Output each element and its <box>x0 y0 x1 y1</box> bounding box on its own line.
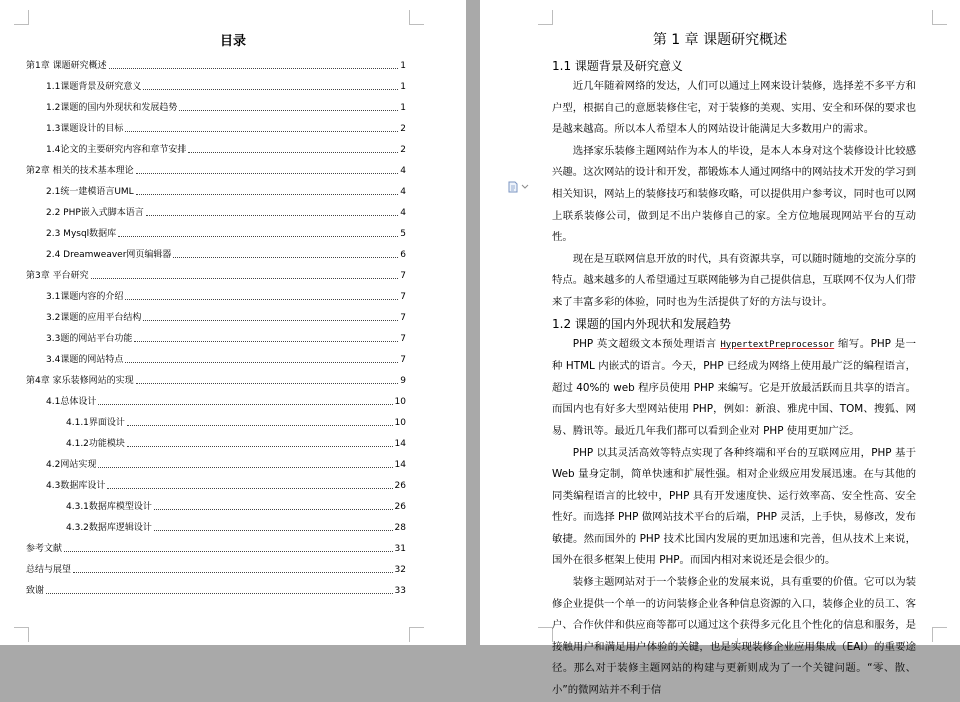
toc-leader-dots <box>125 299 398 300</box>
toc-entry[interactable] <box>26 432 406 453</box>
toc-entry[interactable] <box>26 243 406 264</box>
toc-entry[interactable] <box>26 558 406 579</box>
toc-entry-page: 7 <box>400 313 406 323</box>
toc-leader-dots <box>98 404 392 405</box>
toc-entry[interactable] <box>26 537 406 558</box>
toc-entry-label: 4.3数据库设计 <box>46 481 106 491</box>
toc-entry-page: 32 <box>394 565 406 575</box>
toc-entry-page: 10 <box>394 397 406 407</box>
toc-leader-dots <box>107 488 392 489</box>
paragraph: PHP 以其灵活高效等特点实现了各种终端和平台的互联网应用，PHP 基于 Web 量身定制，简单快速和扩展性强。相对企业级应用发展迅速。在与其他的同类编程语言的比较中，PHP 具有开发速度快、运行效率高、安全性高、安全性好。而选择 PHP 做网站技术平台的后端，PHP 灵活，上手快，易修改，发布敏捷。然而国外的 PHP 技术比国内发展的更加迅速和完善，但从技术上来说，国外在很多框架上使用 PHP。而国内相对来说还是会很少的。 <box>552 446 916 567</box>
toc-leader-dots <box>125 362 398 363</box>
toc-entry-page: 26 <box>394 502 406 512</box>
toc-leader-dots <box>179 110 398 111</box>
toc-entry[interactable] <box>26 516 406 537</box>
toc-entry[interactable] <box>26 264 406 285</box>
toc-entry[interactable] <box>26 96 406 117</box>
toc-entry-label: 第1章 课题研究概述 <box>26 61 107 71</box>
toc-leader-dots <box>46 593 393 594</box>
toc-entry-page: 4 <box>400 187 406 197</box>
section-heading: 1.2 课题的国内外现状和发展趋势 <box>552 316 731 331</box>
toc-leader-dots <box>154 530 393 531</box>
toc-leader-dots <box>143 89 398 90</box>
toc-entry-page: 5 <box>400 229 406 239</box>
toc-entry-label: 3.1课题内容的介绍 <box>46 292 124 302</box>
toc-leader-dots <box>109 68 399 69</box>
toc-entry[interactable] <box>26 306 406 327</box>
paragraph: 装修主题网站对于一个装修企业的发展来说，具有重要的价值。它可以为装修企业提供一个单一的访问装修企业各种信息资源的入口，装修企业的员工、客户、合作伙伴和供应商等都可以通过这个获得多元化且个性化的信息和服务，是接触用户和满足用户体验的关键，也是实现装修企业应用集成（EAI）的重要途径。那么对于装修主题网站的构建与更新则成为了一个关键问题。“零、散、小”的微网站并不利于信 <box>552 576 916 697</box>
toc-leader-dots <box>91 278 399 279</box>
toc-leader-dots <box>98 467 392 468</box>
toc-leader-dots <box>146 215 398 216</box>
toc-entry-label: 1.2课题的国内外现状和发展趋势 <box>46 103 178 113</box>
toc-leader-dots <box>136 173 399 174</box>
toc-leader-dots <box>154 509 393 510</box>
crop-mark-bottom-right <box>409 627 424 642</box>
toc-entry-page: 14 <box>394 460 406 470</box>
toc-entry[interactable] <box>26 222 406 243</box>
toc-entry[interactable] <box>26 201 406 222</box>
toc-leader-dots <box>118 236 398 237</box>
toc-entry-page: 7 <box>400 355 406 365</box>
toc-entry-label: 4.1.1界面设计 <box>66 418 125 428</box>
paragraph: 现在是互联网信息开放的时代，具有资源共享，可以随时随地的交流分享的特点。越来越多的人希望通过互联网能够为自己提供信息，互联网不仅为人们带来了丰富多彩的体验，同时也为生活提供了好的方法与设计。 <box>552 252 916 308</box>
toc-entry[interactable] <box>26 411 406 432</box>
paragraph-rest: 缩写。PHP 是一种 HTML 内嵌式的语言。今天，PHP 已经成为网络上使用最广泛的编程语言，超过 40%的 web 程序员使用 PHP 来编写。它是开放最活跃而且共享的语言。而国内也有好多大型网站使用 PHP，例如：新浪、雅虎中国、TOM、搜狐、网易、腾讯等。最近几年我们都可以看到企业对 PHP 使用更加广泛。 <box>552 337 916 437</box>
toc-entry-label: 1.1课题背景及研究意义 <box>46 82 142 92</box>
toc-entry-page: 7 <box>400 271 406 281</box>
toc-entry[interactable] <box>26 474 406 495</box>
toc-entry-label: 1.4论文的主要研究内容和章节安排 <box>46 145 187 155</box>
toc-entry[interactable] <box>26 159 406 180</box>
toc-entry[interactable] <box>26 327 406 348</box>
toc-title: 目录 <box>219 34 246 49</box>
crop-mark-top-left <box>14 10 29 25</box>
toc-entry-label: 第2章 相关的技术基本理论 <box>26 166 134 176</box>
toc-entry-label: 第4章 家乐装修网站的实现 <box>26 376 134 386</box>
toc-entry[interactable] <box>26 495 406 516</box>
toc-entry[interactable] <box>26 390 406 411</box>
chevron-down-icon <box>521 184 529 190</box>
spell-flagged-term: HypertextPreprocessor <box>720 339 835 350</box>
toc-entry-page: 10 <box>394 418 406 428</box>
toc-leader-dots <box>136 194 399 195</box>
toc-entry-label: 2.4 Dreamweaver网页编辑器 <box>46 250 172 260</box>
toc-page <box>0 0 466 645</box>
toc-entry-page: 1 <box>400 103 406 113</box>
toc-entry-label: 3.4课题的网站特点 <box>46 355 124 365</box>
toc-entry-page: 2 <box>400 124 406 134</box>
toc-leader-dots <box>173 257 398 258</box>
toc-entry-page: 1 <box>400 61 406 71</box>
toc-entry[interactable] <box>26 579 406 600</box>
toc-entry-page: 4 <box>400 208 406 218</box>
toc-entry[interactable] <box>26 138 406 159</box>
page-icon <box>507 181 519 193</box>
paragraph: 近几年随着网络的发达，人们可以通过上网来设计装修，选择差不多平方和户型，根据自己的意愿装修住宅，对于装修的美观、实用、安全和环保的要求也是越来越高。所以本人希望本人的网站设计能满足大多数用户的需求。 <box>552 80 916 136</box>
toc-leader-dots <box>188 152 398 153</box>
toc-leader-dots <box>134 341 398 342</box>
toc-entry-label: 4.1.2功能模块 <box>66 439 125 449</box>
toc-leader-dots <box>125 131 398 132</box>
toc-entry-page: 26 <box>394 481 406 491</box>
toc-entry-page: 6 <box>400 250 406 260</box>
crop-mark-top-left <box>538 10 553 25</box>
toc-entry-label: 参考文献 <box>26 544 63 554</box>
toc-entry[interactable] <box>26 285 406 306</box>
toc-leader-dots <box>127 446 393 447</box>
toc-entry-page: 9 <box>400 376 406 386</box>
toc-entry[interactable] <box>26 75 406 96</box>
toc-entry-page: 33 <box>394 586 406 596</box>
toc-entry[interactable] <box>26 369 406 390</box>
toc-entry-label: 3.2课题的应用平台结构 <box>46 313 142 323</box>
toc-entry-label: 1.3课题设计的目标 <box>46 124 124 134</box>
toc-entry-label: 2.3 Mysql数据库 <box>46 229 117 239</box>
toc-entry-label: 4.1总体设计 <box>46 397 97 407</box>
paragraph <box>552 334 916 443</box>
toc-entry-label: 4.3.2数据库逻辑设计 <box>66 523 152 533</box>
toc-entry-page: 2 <box>400 145 406 155</box>
toc-leader-dots <box>127 425 393 426</box>
toc-leader-dots <box>143 320 398 321</box>
crop-mark-top-right <box>932 10 947 25</box>
toc-entry-label: 2.1统一建模语言UML <box>46 187 134 197</box>
toc-leader-dots <box>136 383 399 384</box>
chapter-body <box>552 56 916 702</box>
toc-list <box>26 54 406 600</box>
crop-mark-top-right <box>409 10 424 25</box>
toc-entry-page: 31 <box>394 544 406 554</box>
toc-entry[interactable] <box>26 180 406 201</box>
toc-entry-label: 4.3.1数据库模型设计 <box>66 502 152 512</box>
toc-entry-label: 2.2 PHP嵌入式脚本语言 <box>46 208 144 218</box>
toc-entry-label: 总结与展望 <box>26 565 72 575</box>
paragraph-lead: PHP 英文超级文本预处理语言 <box>572 337 721 350</box>
toc-entry-label: 3.3题的网站平台功能 <box>46 334 133 344</box>
toc-entry-page: 1 <box>400 82 406 92</box>
crop-mark-bottom-left <box>14 627 29 642</box>
crop-mark-bottom-left <box>538 627 553 642</box>
toc-entry-page: 4 <box>400 166 406 176</box>
toc-entry-label: 第3章 平台研究 <box>26 271 89 281</box>
toc-leader-dots <box>73 572 393 573</box>
section-heading: 1.1 课题背景及研究意义 <box>552 59 683 73</box>
document-icon[interactable] <box>507 181 535 193</box>
chapter-page <box>480 0 960 697</box>
toc-entry-label: 致谢 <box>26 586 45 596</box>
toc-entry-label: 4.2网站实现 <box>46 460 97 470</box>
toc-entry[interactable] <box>26 348 406 369</box>
toc-entry[interactable] <box>26 453 406 474</box>
toc-entry-page: 14 <box>394 439 406 449</box>
toc-entry[interactable] <box>26 54 406 75</box>
toc-entry-page: 7 <box>400 292 406 302</box>
paragraph: 选择家乐装修主题网站作为本人的毕设，是本人本身对这个装修设计比较感兴趣。这次网站的设计和开发，都锻炼本人通过网络中的网站技术开发的学习到相关知识，网站上的装修技巧和装修攻略，可以提供用户参考议，同时也可以网上联系装修公司，做到足不出户装修自己的家。全方位地展现网站平台的互动性。 <box>552 144 916 244</box>
toc-entry[interactable] <box>26 117 406 138</box>
crop-mark-bottom-right <box>932 627 947 642</box>
toc-entry-page: 7 <box>400 334 406 344</box>
page-bottom-mark <box>737 638 742 644</box>
chapter-title: 第 1 章 课题研究概述 <box>652 32 788 48</box>
toc-leader-dots <box>64 551 393 552</box>
toc-entry-page: 28 <box>394 523 406 533</box>
